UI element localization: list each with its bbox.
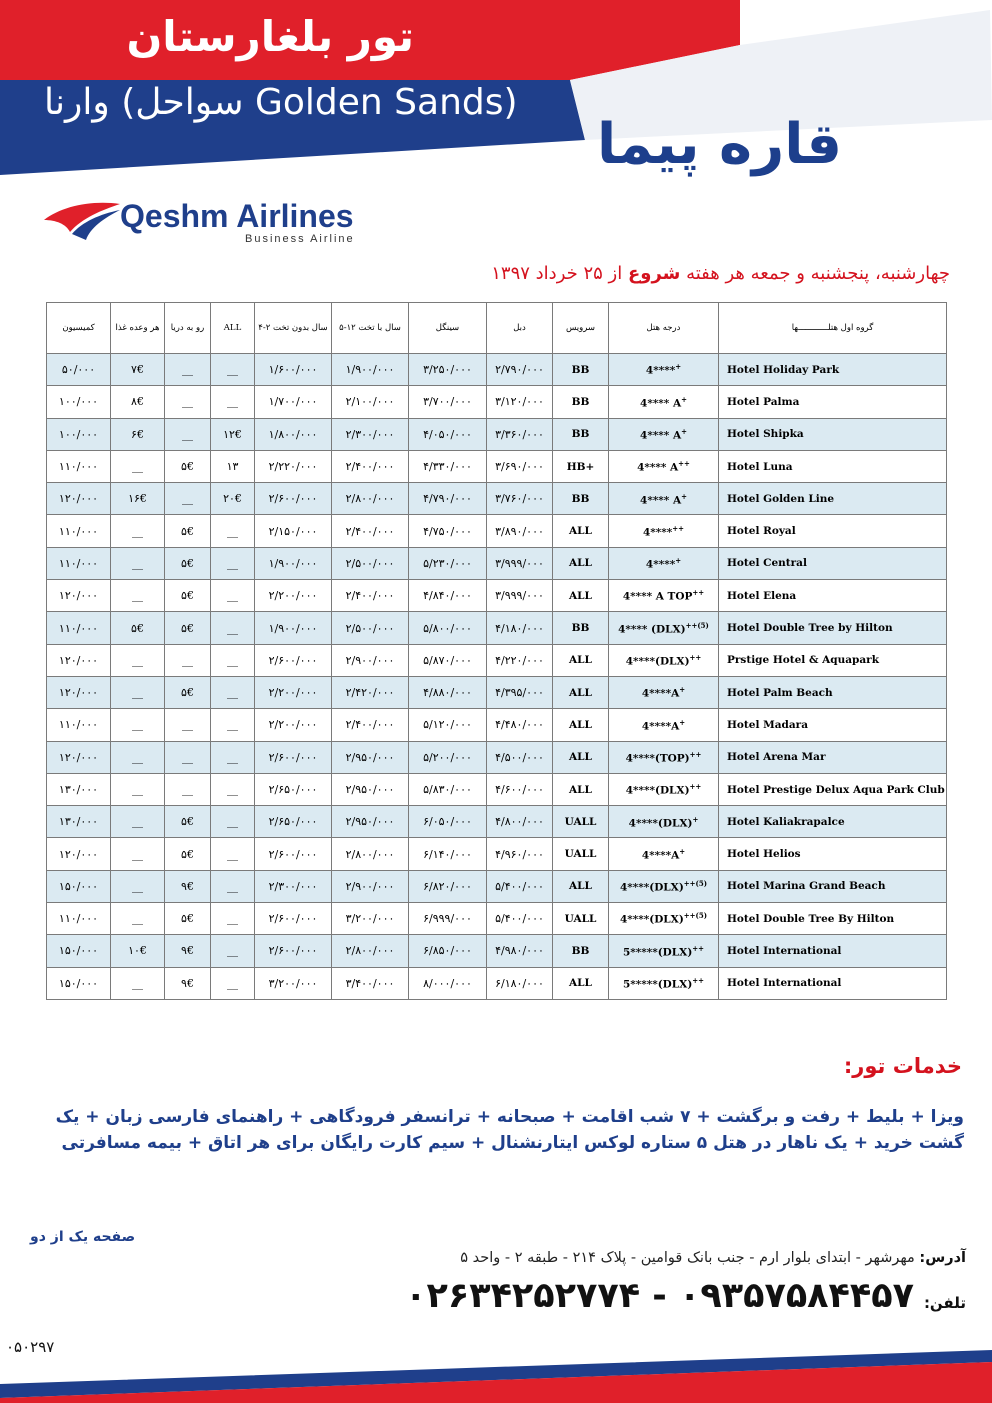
cell-child-bed: ۲/۴۰۰/۰۰۰ [332,515,409,547]
cell-double: ۴/۵۰۰/۰۰۰ [487,741,553,773]
cell-double: ۴/۹۸۰/۰۰۰ [487,935,553,967]
cell-double: ۳/۸۹۰/۰۰۰ [487,515,553,547]
cell-grade: 4****+ [609,354,719,386]
cell-hotel: Hotel Marina Grand Beach [719,870,947,902]
cell-all: __ [211,741,255,773]
cell-seaview: ۹€ [165,967,211,999]
table-row [47,483,947,515]
cell-single: ۵/۸۳۰/۰۰۰ [409,773,487,805]
agency-brand: قاره پیما [597,112,842,177]
cell-all: __ [211,806,255,838]
cell-child-nobed: ۲/۲۰۰/۰۰۰ [255,676,332,708]
services-title: خدمات تور: [843,1054,962,1078]
cell-hotel: Hotel Golden Line [719,483,947,515]
cell-double: ۴/۹۶۰/۰۰۰ [487,838,553,870]
table-row [47,418,947,450]
cell-child-bed: ۲/۴۰۰/۰۰۰ [332,450,409,482]
cell-child-nobed: ۲/۲۲۰/۰۰۰ [255,450,332,482]
cell-all: __ [211,354,255,386]
table-row [47,773,947,805]
cell-child-bed: ۲/۹۵۰/۰۰۰ [332,806,409,838]
col-service: سرویس [553,303,609,354]
cell-seaview: __ [165,418,211,450]
cell-commission: ۱۵۰/۰۰۰ [47,967,111,999]
cell-seaview: ۵€ [165,806,211,838]
cell-commission: ۵۰/۰۰۰ [47,354,111,386]
cell-grade: 5*****(DLX)++ [609,935,719,967]
cell-grade: 4**** A TOP++ [609,580,719,612]
cell-meal: __ [111,903,165,935]
cell-meal: ۱۶€ [111,483,165,515]
cell-child-bed: ۲/۹۰۰/۰۰۰ [332,870,409,902]
cell-meal: __ [111,709,165,741]
cell-child-nobed: ۳/۲۰۰/۰۰۰ [255,967,332,999]
cell-all: __ [211,515,255,547]
table-row [47,709,947,741]
cell-meal: __ [111,838,165,870]
cell-hotel: Hotel Luna [719,450,947,482]
cell-single: ۵/۲۰۰/۰۰۰ [409,741,487,773]
cell-child-nobed: ۲/۶۰۰/۰۰۰ [255,483,332,515]
cell-meal: __ [111,870,165,902]
cell-double: ۵/۴۰۰/۰۰۰ [487,870,553,902]
cell-single: ۳/۷۰۰/۰۰۰ [409,386,487,418]
cell-grade: 4****A+ [609,709,719,741]
cell-child-nobed: ۲/۶۰۰/۰۰۰ [255,903,332,935]
cell-grade: 4****(DLX)++ [609,644,719,676]
cell-single: ۵/۲۳۰/۰۰۰ [409,547,487,579]
cell-child-bed: ۱/۹۰۰/۰۰۰ [332,354,409,386]
cell-grade: 5*****(DLX)++ [609,967,719,999]
cell-commission: ۱۲۰/۰۰۰ [47,741,111,773]
cell-commission: ۱۱۰/۰۰۰ [47,709,111,741]
cell-grade: 4**** A++ [609,450,719,482]
cell-double: ۴/۲۲۰/۰۰۰ [487,644,553,676]
cell-all: ۱۳ [211,450,255,482]
cell-seaview: ۵€ [165,903,211,935]
cell-single: ۴/۳۳۰/۰۰۰ [409,450,487,482]
cell-meal: ۸€ [111,386,165,418]
cell-meal: ۶€ [111,418,165,450]
footer-stripe [0,1340,992,1403]
cell-child-bed: ۲/۴۰۰/۰۰۰ [332,709,409,741]
phone-label: تلفن: [923,1294,966,1312]
cell-all: __ [211,967,255,999]
col-grade: درجه هتل [609,303,719,354]
cell-child-nobed: ۲/۱۵۰/۰۰۰ [255,515,332,547]
cell-meal: __ [111,967,165,999]
cell-child-bed: ۲/۹۰۰/۰۰۰ [332,644,409,676]
cell-grade: 4**** A+ [609,483,719,515]
cell-grade: 4****A+ [609,676,719,708]
cell-all: ۱۲€ [211,418,255,450]
cell-all: __ [211,580,255,612]
cell-hotel: Hotel Palm Beach [719,676,947,708]
cell-service: ALL [553,967,609,999]
cell-hotel: Hotel Kaliakrapalce [719,806,947,838]
cell-child-bed: ۲/۵۰۰/۰۰۰ [332,547,409,579]
cell-service: BB [553,386,609,418]
cell-grade: 4**** A+ [609,386,719,418]
col-all: ALL [211,303,255,354]
col-meal: هر وعده غذا [111,303,165,354]
cell-meal: __ [111,741,165,773]
cell-child-nobed: ۲/۶۰۰/۰۰۰ [255,741,332,773]
cell-all: __ [211,386,255,418]
cell-single: ۵/۱۲۰/۰۰۰ [409,709,487,741]
table-row [47,515,947,547]
cell-double: ۴/۶۰۰/۰۰۰ [487,773,553,805]
cell-seaview: ۵€ [165,450,211,482]
cell-all: __ [211,935,255,967]
cell-commission: ۱۲۰/۰۰۰ [47,644,111,676]
cell-seaview: __ [165,644,211,676]
cell-service: ALL [553,676,609,708]
departure-schedule: چهارشنبه، پنجشنبه و جمعه هر هفته شروع از ۲۵ خرداد ۱۳۹۷ [491,263,950,284]
col-child-bed: ۵-۱۲ سال با تخت [332,303,409,354]
cell-single: ۴/۸۸۰/۰۰۰ [409,676,487,708]
cell-child-bed: ۲/۸۰۰/۰۰۰ [332,838,409,870]
cell-child-bed: ۲/۵۰۰/۰۰۰ [332,612,409,644]
cell-double: ۳/۷۶۰/۰۰۰ [487,483,553,515]
cell-single: ۴/۷۹۰/۰۰۰ [409,483,487,515]
cell-service: BB [553,354,609,386]
cell-hotel: Hotel International [719,967,947,999]
col-child-nobed: ۴-۲ سال بدون تخت [255,303,332,354]
table-row [47,741,947,773]
cell-meal: __ [111,450,165,482]
cell-double: ۵/۴۰۰/۰۰۰ [487,903,553,935]
cell-grade: 4****++ [609,515,719,547]
cell-commission: ۱۳۰/۰۰۰ [47,773,111,805]
cell-child-nobed: ۱/۸۰۰/۰۰۰ [255,418,332,450]
col-single: سینگل [409,303,487,354]
cell-meal: ۱۰€ [111,935,165,967]
airline-name: Qeshm Airlines [120,198,354,234]
cell-double: ۴/۱۸۰/۰۰۰ [487,612,553,644]
cell-service: UALL [553,806,609,838]
cell-all: __ [211,709,255,741]
cell-seaview: ۵€ [165,676,211,708]
table-row [47,644,947,676]
cell-all: __ [211,547,255,579]
cell-service: ALL [553,515,609,547]
address: آدرس: مهرشهر - ابتدای بلوار ارم - جنب بانک قوامین - پلاک ۲۱۴ - طبقه ۲ - واحد ۵ [460,1250,966,1266]
cell-meal: ۵€ [111,612,165,644]
cell-seaview: ۵€ [165,580,211,612]
cell-grade: 4****+ [609,547,719,579]
table-row [47,870,947,902]
cell-child-nobed: ۱/۹۰۰/۰۰۰ [255,547,332,579]
cell-seaview: __ [165,354,211,386]
cell-commission: ۱۰۰/۰۰۰ [47,418,111,450]
cell-seaview: ۹€ [165,935,211,967]
table-row [47,806,947,838]
cell-child-nobed: ۲/۶۵۰/۰۰۰ [255,806,332,838]
cell-single: ۶/۰۵۰/۰۰۰ [409,806,487,838]
cell-meal: __ [111,773,165,805]
cell-service: BB [553,935,609,967]
cell-seaview: ۵€ [165,838,211,870]
cell-meal: __ [111,676,165,708]
cell-child-nobed: ۱/۹۰۰/۰۰۰ [255,612,332,644]
cell-seaview: ۵€ [165,612,211,644]
services-text: ویزا + بلیط + رفت و برگشت + ۷ شب اقامت + صبحانه + ترانسفر فرودگاهی + راهنمای فارسی زبان + یک گشت خرید + یک ناهار در هتل ۵ ستاره لوکس ایتارنشنال + سیم کارت رایگان برای هر اتاق + بیمه مسافرتی [55,1107,964,1154]
cell-all: __ [211,838,255,870]
cell-double: ۳/۶۹۰/۰۰۰ [487,450,553,482]
cell-service: ALL [553,547,609,579]
cell-service: ALL [553,773,609,805]
cell-single: ۶/۱۴۰/۰۰۰ [409,838,487,870]
cell-seaview: __ [165,709,211,741]
cell-all: __ [211,903,255,935]
cell-grade: 4****(DLX)$^{++(5)}$ [609,903,719,935]
cell-grade: 4****(TOP)++ [609,741,719,773]
cell-double: ۴/۸۰۰/۰۰۰ [487,806,553,838]
cell-double: ۴/۳۹۵/۰۰۰ [487,676,553,708]
cell-grade: 4**** A+ [609,418,719,450]
cell-grade: 4****(DLX)+ [609,806,719,838]
cell-child-bed: ۲/۹۵۰/۰۰۰ [332,773,409,805]
cell-double: ۳/۹۹۹/۰۰۰ [487,580,553,612]
cell-double: ۶/۱۸۰/۰۰۰ [487,967,553,999]
cell-hotel: Hotel Holiday Park [719,354,947,386]
cell-hotel: Hotel International [719,935,947,967]
cell-meal: ۷€ [111,354,165,386]
cell-child-nobed: ۱/۶۰۰/۰۰۰ [255,354,332,386]
cell-hotel: Hotel Double Tree By Hilton [719,903,947,935]
cell-meal: __ [111,580,165,612]
airline-tagline: Business Airline [245,233,355,245]
cell-single: ۳/۲۵۰/۰۰۰ [409,354,487,386]
cell-double: ۳/۳۶۰/۰۰۰ [487,418,553,450]
cell-child-bed: ۳/۲۰۰/۰۰۰ [332,903,409,935]
license-code: ۰۵۰۲۹۷ [6,1338,55,1356]
cell-commission: ۱۲۰/۰۰۰ [47,580,111,612]
cell-seaview: ۹€ [165,870,211,902]
cell-commission: ۱۲۰/۰۰۰ [47,676,111,708]
cell-seaview: __ [165,483,211,515]
page-indicator: صفحه یک از دو [30,1229,136,1245]
cell-double: ۴/۴۸۰/۰۰۰ [487,709,553,741]
cell-child-bed: ۲/۱۰۰/۰۰۰ [332,386,409,418]
cell-hotel: Hotel Palma [719,386,947,418]
airline-logo-icon [42,196,122,242]
cell-child-bed: ۲/۴۲۰/۰۰۰ [332,676,409,708]
cell-grade: 4****A+ [609,838,719,870]
cell-single: ۸/۰۰۰/۰۰۰ [409,967,487,999]
cell-child-nobed: ۲/۶۰۰/۰۰۰ [255,838,332,870]
cell-single: ۶/۹۹۹/۰۰۰ [409,903,487,935]
cell-seaview: ۵€ [165,547,211,579]
table-row [47,967,947,999]
cell-child-nobed: ۲/۶۰۰/۰۰۰ [255,935,332,967]
table-row [47,676,947,708]
cell-all: __ [211,676,255,708]
cell-commission: ۱۱۰/۰۰۰ [47,515,111,547]
cell-double: ۳/۹۹۹/۰۰۰ [487,547,553,579]
tour-title: تور بلغارستان [126,12,414,61]
table-header-row [47,303,947,354]
cell-child-nobed: ۲/۳۰۰/۰۰۰ [255,870,332,902]
col-double: دبل [487,303,553,354]
cell-grade: 4****(DLX)$^{++(5)}$ [609,870,719,902]
cell-service: BB [553,612,609,644]
cell-child-bed: ۲/۸۰۰/۰۰۰ [332,935,409,967]
cell-single: ۴/۸۴۰/۰۰۰ [409,580,487,612]
cell-hotel: Hotel Prestige Delux Aqua Park Club [719,773,947,805]
cell-child-bed: ۲/۹۵۰/۰۰۰ [332,741,409,773]
cell-seaview: __ [165,773,211,805]
cell-child-nobed: ۲/۲۰۰/۰۰۰ [255,709,332,741]
cell-commission: ۱۲۰/۰۰۰ [47,483,111,515]
cell-meal: __ [111,644,165,676]
cell-commission: ۱۱۰/۰۰۰ [47,450,111,482]
cell-meal: __ [111,806,165,838]
cell-commission: ۱۰۰/۰۰۰ [47,386,111,418]
cell-service: ALL [553,870,609,902]
table-row [47,450,947,482]
cell-meal: __ [111,547,165,579]
phone-numbers: ۰۲۶۳۴۲۵۲۷۷۴ - ۰۹۳۵۷۵۸۴۴۵۷ [405,1276,914,1316]
cell-commission: ۱۲۰/۰۰۰ [47,838,111,870]
cell-all: __ [211,870,255,902]
cell-service: HB+ [553,450,609,482]
cell-child-bed: ۳/۴۰۰/۰۰۰ [332,967,409,999]
table-row [47,547,947,579]
cell-all: __ [211,773,255,805]
cell-seaview: __ [165,741,211,773]
cell-all: ۲۰€ [211,483,255,515]
cell-commission: ۱۳۰/۰۰۰ [47,806,111,838]
table-row [47,903,947,935]
col-hotel: گروه اول هتلــــــــــــها [719,303,947,354]
cell-hotel: Hotel Double Tree by Hilton [719,612,947,644]
cell-child-nobed: ۲/۲۰۰/۰۰۰ [255,580,332,612]
cell-double: ۲/۷۹۰/۰۰۰ [487,354,553,386]
cell-double: ۳/۱۲۰/۰۰۰ [487,386,553,418]
cell-hotel: Hotel Madara [719,709,947,741]
cell-hotel: Prstige Hotel & Aquapark [719,644,947,676]
table-row [47,386,947,418]
table-row [47,838,947,870]
cell-commission: ۱۱۰/۰۰۰ [47,903,111,935]
table-row [47,612,947,644]
cell-seaview: ۵€ [165,515,211,547]
cell-commission: ۱۵۰/۰۰۰ [47,935,111,967]
cell-single: ۵/۸۰۰/۰۰۰ [409,612,487,644]
cell-single: ۴/۰۵۰/۰۰۰ [409,418,487,450]
cell-all: __ [211,612,255,644]
cell-hotel: Hotel Elena [719,580,947,612]
cell-service: ALL [553,580,609,612]
cell-all: __ [211,644,255,676]
cell-child-nobed: ۲/۶۵۰/۰۰۰ [255,773,332,805]
cell-service: UALL [553,903,609,935]
cell-single: ۵/۸۷۰/۰۰۰ [409,644,487,676]
cell-child-nobed: ۱/۷۰۰/۰۰۰ [255,386,332,418]
table-row [47,354,947,386]
cell-service: ALL [553,644,609,676]
cell-service: BB [553,418,609,450]
cell-service: ALL [553,741,609,773]
cell-single: ۶/۸۲۰/۰۰۰ [409,870,487,902]
cell-hotel: Hotel Helios [719,838,947,870]
cell-commission: ۱۱۰/۰۰۰ [47,547,111,579]
cell-child-bed: ۲/۸۰۰/۰۰۰ [332,483,409,515]
col-seaview: رو به دریا [165,303,211,354]
cell-commission: ۱۵۰/۰۰۰ [47,870,111,902]
cell-hotel: Hotel Royal [719,515,947,547]
cell-child-nobed: ۲/۶۰۰/۰۰۰ [255,644,332,676]
cell-hotel: Hotel Shipka [719,418,947,450]
cell-seaview: __ [165,386,211,418]
table-row [47,935,947,967]
cell-child-bed: ۲/۳۰۰/۰۰۰ [332,418,409,450]
cell-hotel: Hotel Central [719,547,947,579]
cell-hotel: Hotel Arena Mar [719,741,947,773]
cell-meal: __ [111,515,165,547]
cell-single: ۶/۸۵۰/۰۰۰ [409,935,487,967]
cell-grade: 4****(DLX)++ [609,773,719,805]
cell-commission: ۱۱۰/۰۰۰ [47,612,111,644]
cell-service: ALL [553,709,609,741]
table-row [47,580,947,612]
cell-grade: 4**** (DLX)$^{++(5)}$ [609,612,719,644]
col-commission: کمیسیون [47,303,111,354]
cell-service: UALL [553,838,609,870]
price-table [46,302,947,1000]
cell-child-bed: ۲/۴۰۰/۰۰۰ [332,580,409,612]
cell-single: ۴/۷۵۰/۰۰۰ [409,515,487,547]
cell-service: BB [553,483,609,515]
tour-subtitle: وارنا (سواحل Golden Sands) [44,82,518,123]
